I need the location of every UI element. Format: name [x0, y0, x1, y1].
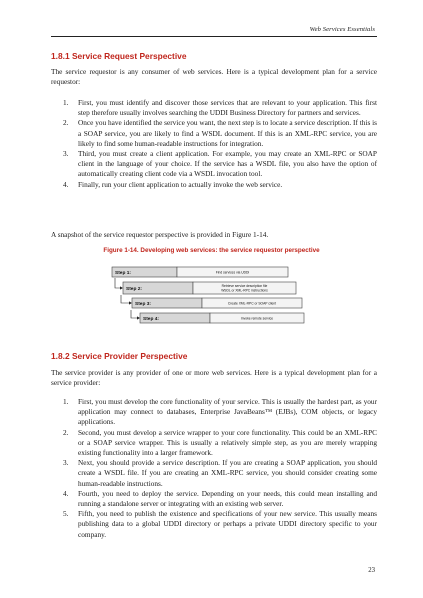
- connector-3-4: [131, 310, 137, 318]
- step-3-label: Step 3:: [135, 302, 151, 308]
- section2-steps-list: [51, 397, 377, 540]
- section1-intro-paragraph: The service requestor is any consumer of web services. Here is a typical development plan for a service requestor:: [51, 67, 377, 87]
- list-item: 4. Fourth, you need to deploy the service. Depending on your needs, this could mean installing and running a standalone server or integrating with an existing web server.: [63, 488, 377, 509]
- requestor-steps-diagram: [111, 266, 311, 336]
- step-3-desc: Create XML-RPC or SOAP client: [227, 301, 277, 306]
- list-item: 1. First, you must develop the core functionality of your service. This is usually the hardest part, as your application may connect to databases, Enterprise JavaBeans™ (EJBs), COM objects, or legacy applications.: [63, 397, 377, 427]
- step-2-desc-line-1: Retrieve service description file: [221, 284, 268, 289]
- step-2-row: [123, 282, 296, 294]
- step-4-label: Step 4:: [143, 317, 159, 323]
- step-1-row: [112, 267, 288, 277]
- arrowhead-2-3: [129, 301, 132, 304]
- step-4-row: [140, 313, 304, 323]
- header-rule: [51, 36, 377, 37]
- step-2-desc-line-2: WSDL or XML-RPC instructions: [221, 288, 268, 293]
- section1-steps-list: [51, 98, 377, 190]
- list-item: 2. Once you have identified the service you want, the next step is to locate a service description. If this is a SOAP service, you are likely to find a WSDL document. If this is an XML-RPC service, you are likely to find some human-readable instructions for integration.: [63, 118, 377, 148]
- list-item: 2. Second, you must develop a service wrapper to your core functionality. This could be an XML-RPC or a SOAP service wrapper. This is usually a relatively simple step, as you are merely wrapping existing functionality into a larger framework.: [63, 427, 377, 458]
- list-item: 3. Next, you should provide a service description. If you are creating a SOAP application, you should create a WSDL file. If you are creating an XML-RPC service, you should consider creating some human-readable instructions.: [63, 458, 377, 488]
- running-header: Web Services Essentials: [309, 26, 375, 33]
- section2-intro-paragraph: The service provider is any provider of one or more web services. Here is a typical development plan for a service provider:: [51, 368, 377, 388]
- step-2-label: Step 2:: [126, 287, 142, 293]
- arrowhead-1-2: [120, 286, 123, 289]
- list-item: 5. Fifth, you need to publish the existence and specifications of your new service. This usually means publishing data to a global UDDI directory or perhaps a private UDDI directory specific to your company.: [63, 509, 377, 539]
- arrowhead-3-4: [137, 316, 140, 319]
- step-3-row: [132, 298, 302, 308]
- connector-2-3: [121, 295, 129, 303]
- section-heading-service-request: 1.8.1 Service Request Perspective: [51, 51, 187, 61]
- list-item: 3. Third, you must create a client application. For example, you may create an XML-RPC or SOAP client in the language of your choice. If the service has a WSDL file, you also have the option of automatically creating client code via a WSDL invocation tool.: [63, 149, 377, 179]
- list-item: 4. Finally, run your client application to actually invoke the web service.: [63, 179, 283, 189]
- list-item: 1. First, you must identify and discover those services that are relevant to your application. This first step therefore usually involves searching the UDDI Business Directory for partners and services.: [63, 98, 377, 118]
- section-heading-service-provider: 1.8.2 Service Provider Perspective: [51, 351, 188, 361]
- page-number: 23: [368, 567, 375, 574]
- section1-snapshot-paragraph: A snapshot of the service requestor perspective is provided in Figure 1-14.: [51, 230, 269, 239]
- figure-caption: Figure 1-14. Developing web services: the service requestor perspective: [103, 247, 320, 254]
- step-1-desc: Find services via UDDI: [215, 270, 250, 275]
- step-4-desc: Invoke remote service: [240, 316, 274, 321]
- step-1-label: Step 1:: [115, 271, 131, 277]
- connector-1-2: [115, 278, 120, 288]
